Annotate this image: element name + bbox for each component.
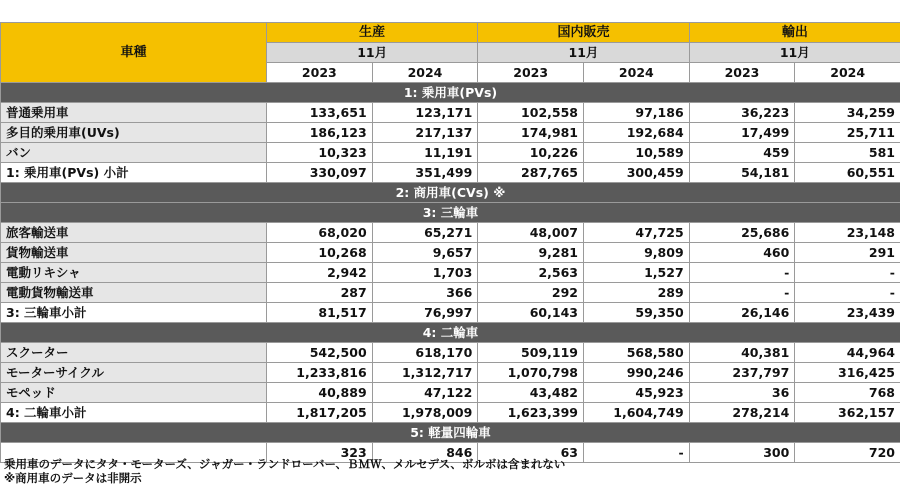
row-label: 旅客輸送車 xyxy=(1,223,267,243)
row-label: モペッド xyxy=(1,383,267,403)
value-cell: 174,981 xyxy=(478,123,584,143)
row-label: 電動貨物輸送車 xyxy=(1,283,267,303)
subtotal-value: 54,181 xyxy=(689,163,795,183)
subtotal-value: 23,439 xyxy=(795,303,900,323)
section-header-row xyxy=(1,83,900,103)
value-cell: 292 xyxy=(478,283,584,303)
subtotal-value: 362,157 xyxy=(795,403,900,423)
subtotal-label: 4: 二輪車小計 xyxy=(1,403,267,423)
month-header: 11月 xyxy=(267,43,478,63)
subtotal-value: 330,097 xyxy=(267,163,373,183)
value-cell: 10,268 xyxy=(267,243,373,263)
value-cell: 287 xyxy=(267,283,373,303)
subtotal-value: 1,817,205 xyxy=(267,403,373,423)
value-cell: 9,657 xyxy=(372,243,478,263)
year-header: 2024 xyxy=(583,63,689,83)
section-title: 5: 軽量四輪車 xyxy=(1,423,900,443)
table-row xyxy=(1,363,900,383)
value-cell: 40,889 xyxy=(267,383,373,403)
group-header-production: 生産 xyxy=(267,23,478,43)
subtotal-row xyxy=(1,403,900,423)
value-cell: 291 xyxy=(795,243,900,263)
section-title: 3: 三輪車 xyxy=(1,203,900,223)
value-cell: 63 xyxy=(478,443,584,463)
row-label: モーターサイクル xyxy=(1,363,267,383)
value-cell: - xyxy=(795,283,900,303)
value-cell: 45,923 xyxy=(583,383,689,403)
row-label: 普通乗用車 xyxy=(1,103,267,123)
subtotal-value: 81,517 xyxy=(267,303,373,323)
value-cell: 133,651 xyxy=(267,103,373,123)
value-cell: 10,589 xyxy=(583,143,689,163)
subtotal-value: 351,499 xyxy=(372,163,478,183)
month-header: 11月 xyxy=(689,43,900,63)
value-cell: 217,137 xyxy=(372,123,478,143)
subtotal-row xyxy=(1,303,900,323)
value-cell: 618,170 xyxy=(372,343,478,363)
table-row xyxy=(1,103,900,123)
value-cell: 47,122 xyxy=(372,383,478,403)
value-cell: 25,686 xyxy=(689,223,795,243)
value-cell: 300 xyxy=(689,443,795,463)
row-label: スクーター xyxy=(1,343,267,363)
value-cell: 23,148 xyxy=(795,223,900,243)
subtotal-row xyxy=(1,163,900,183)
value-cell: 97,186 xyxy=(583,103,689,123)
value-cell: 237,797 xyxy=(689,363,795,383)
value-cell: 10,323 xyxy=(267,143,373,163)
year-header: 2024 xyxy=(372,63,478,83)
value-cell: 48,007 xyxy=(478,223,584,243)
header-row-groups xyxy=(1,23,900,43)
section-header-row xyxy=(1,203,900,223)
row-label: バン xyxy=(1,143,267,163)
vehicle-statistics-table xyxy=(0,22,900,463)
section-header-row xyxy=(1,323,900,343)
table-row xyxy=(1,343,900,363)
value-cell: 17,499 xyxy=(689,123,795,143)
value-cell: 459 xyxy=(689,143,795,163)
subtotal-value: 278,214 xyxy=(689,403,795,423)
value-cell: 323 xyxy=(267,443,373,463)
section-title: 2: 商用車(CVs) ※ xyxy=(1,183,900,203)
value-cell: 509,119 xyxy=(478,343,584,363)
subtotal-value: 1,604,749 xyxy=(583,403,689,423)
subtotal-value: 287,765 xyxy=(478,163,584,183)
value-cell: 460 xyxy=(689,243,795,263)
value-cell: 1,527 xyxy=(583,263,689,283)
value-cell: 36,223 xyxy=(689,103,795,123)
value-cell: 1,233,816 xyxy=(267,363,373,383)
footnote: ※商用車のデータは非開示 xyxy=(4,471,142,485)
value-cell: 366 xyxy=(372,283,478,303)
subtotal-value: 26,146 xyxy=(689,303,795,323)
value-cell: 768 xyxy=(795,383,900,403)
vehicle-type-header: 車種 xyxy=(1,23,267,83)
value-cell: - xyxy=(583,443,689,463)
section-header-row xyxy=(1,423,900,443)
subtotal-value: 76,997 xyxy=(372,303,478,323)
table-row xyxy=(1,383,900,403)
group-header-domestic-sales: 国内販売 xyxy=(478,23,689,43)
footnotes xyxy=(4,457,565,485)
value-cell: - xyxy=(689,283,795,303)
table-row xyxy=(1,223,900,243)
subtotal-value: 1,623,399 xyxy=(478,403,584,423)
row-label: 多目的乗用車(UVs) xyxy=(1,123,267,143)
year-header: 2023 xyxy=(478,63,584,83)
section-title: 1: 乗用車(PVs) xyxy=(1,83,900,103)
value-cell: - xyxy=(689,263,795,283)
value-cell: 47,725 xyxy=(583,223,689,243)
value-cell: 9,809 xyxy=(583,243,689,263)
value-cell: 2,942 xyxy=(267,263,373,283)
subtotal-label: 1: 乗用車(PVs) 小計 xyxy=(1,163,267,183)
table-row xyxy=(1,283,900,303)
value-cell: 40,381 xyxy=(689,343,795,363)
table-row xyxy=(1,123,900,143)
group-header-exports: 輸出 xyxy=(689,23,900,43)
footnote: 乗用車のデータにタタ・モーターズ、ジャガー・ランドローバー、ＢＭＷ、メルセデス、ボルボは含まれない xyxy=(4,457,566,471)
value-cell: 68,020 xyxy=(267,223,373,243)
row-label: 貨物輸送車 xyxy=(1,243,267,263)
value-cell: 102,558 xyxy=(478,103,584,123)
value-cell: 720 xyxy=(795,443,900,463)
year-header: 2023 xyxy=(689,63,795,83)
section-title: 4: 二輪車 xyxy=(1,323,900,343)
value-cell: 9,281 xyxy=(478,243,584,263)
subtotal-value: 1,978,009 xyxy=(372,403,478,423)
value-cell: 10,226 xyxy=(478,143,584,163)
table-row xyxy=(1,243,900,263)
value-cell: 568,580 xyxy=(583,343,689,363)
subtotal-value: 59,350 xyxy=(583,303,689,323)
subtotal-value: 60,551 xyxy=(795,163,900,183)
subtotal-label: 3: 三輪車小計 xyxy=(1,303,267,323)
table-row xyxy=(1,143,900,163)
value-cell: 43,482 xyxy=(478,383,584,403)
year-header: 2023 xyxy=(267,63,373,83)
value-cell: 34,259 xyxy=(795,103,900,123)
value-cell: 44,964 xyxy=(795,343,900,363)
value-cell: 11,191 xyxy=(372,143,478,163)
month-header: 11月 xyxy=(478,43,689,63)
value-cell: 186,123 xyxy=(267,123,373,143)
value-cell: 1,070,798 xyxy=(478,363,584,383)
value-cell: 289 xyxy=(583,283,689,303)
value-cell: 65,271 xyxy=(372,223,478,243)
value-cell: 990,246 xyxy=(583,363,689,383)
year-header: 2024 xyxy=(795,63,900,83)
value-cell: - xyxy=(795,263,900,283)
subtotal-value: 300,459 xyxy=(583,163,689,183)
value-cell: 1,312,717 xyxy=(372,363,478,383)
value-cell: 542,500 xyxy=(267,343,373,363)
value-cell: 846 xyxy=(372,443,478,463)
row-label: 電動リキシャ xyxy=(1,263,267,283)
value-cell: 192,684 xyxy=(583,123,689,143)
value-cell: 25,711 xyxy=(795,123,900,143)
value-cell: 581 xyxy=(795,143,900,163)
section-header-row xyxy=(1,183,900,203)
table-row xyxy=(1,263,900,283)
value-cell: 316,425 xyxy=(795,363,900,383)
subtotal-value: 60,143 xyxy=(478,303,584,323)
value-cell: 2,563 xyxy=(478,263,584,283)
value-cell: 36 xyxy=(689,383,795,403)
value-cell: 1,703 xyxy=(372,263,478,283)
value-cell: 123,171 xyxy=(372,103,478,123)
